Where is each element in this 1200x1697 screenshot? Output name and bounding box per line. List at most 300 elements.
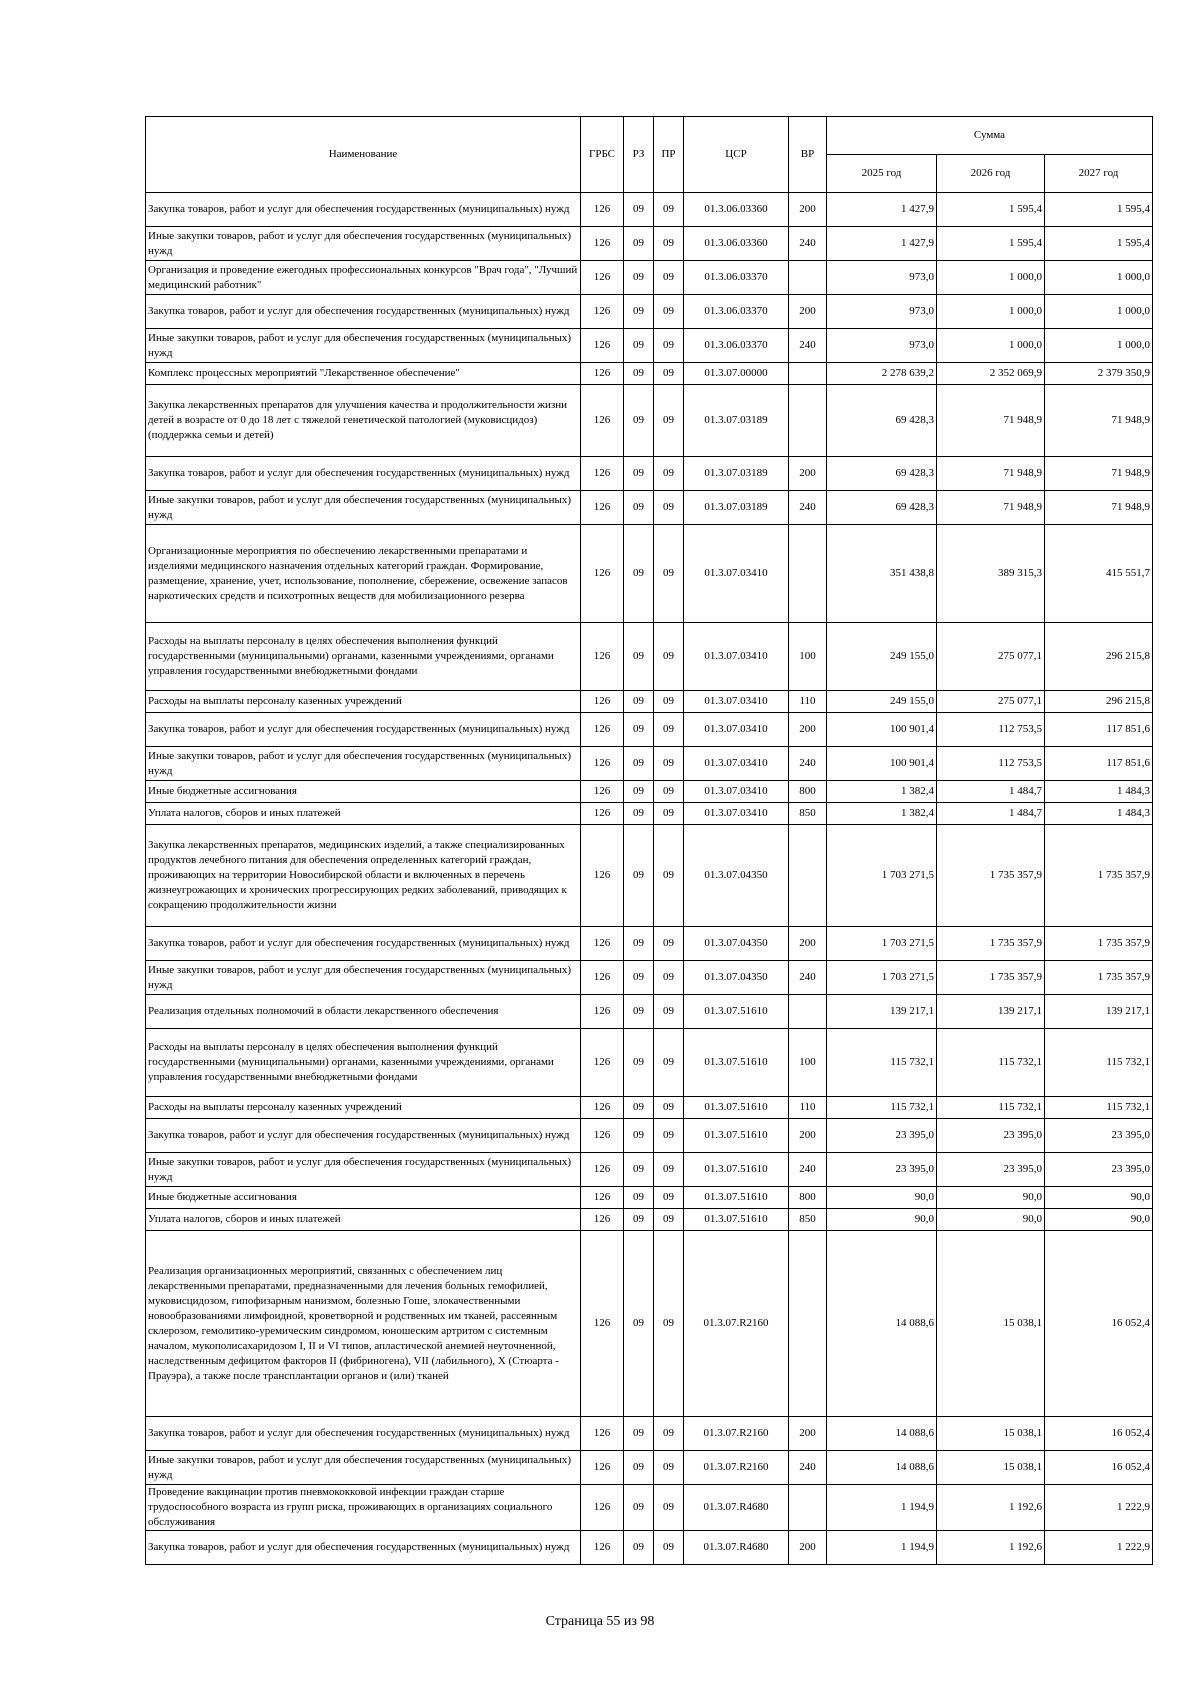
cell-vr: 800 [789, 1187, 827, 1209]
cell-y2025: 1 194,9 [827, 1485, 937, 1531]
cell-grbs: 126 [581, 1029, 624, 1097]
cell-y2026: 1 000,0 [937, 329, 1045, 363]
cell-y2027: 1 000,0 [1045, 295, 1153, 329]
cell-pr: 09 [654, 227, 684, 261]
cell-pr: 09 [654, 1451, 684, 1485]
cell-pr: 09 [654, 1417, 684, 1451]
cell-vr: 100 [789, 1029, 827, 1097]
cell-y2025: 2 278 639,2 [827, 363, 937, 385]
cell-csr: 01.3.07.03410 [684, 525, 789, 623]
cell-y2026: 15 038,1 [937, 1451, 1045, 1485]
cell-y2025: 249 155,0 [827, 623, 937, 691]
table-row [146, 691, 1153, 713]
cell-vr: 240 [789, 1153, 827, 1187]
cell-y2026: 389 315,3 [937, 525, 1045, 623]
cell-pr: 09 [654, 329, 684, 363]
cell-csr: 01.3.06.03360 [684, 227, 789, 261]
cell-y2026: 115 732,1 [937, 1029, 1045, 1097]
cell-grbs: 126 [581, 1209, 624, 1231]
cell-csr: 01.3.07.03410 [684, 691, 789, 713]
cell-rz: 09 [624, 1209, 654, 1231]
cell-y2026: 275 077,1 [937, 623, 1045, 691]
table-row [146, 623, 1153, 691]
cell-vr [789, 261, 827, 295]
header-pr: ПР [654, 117, 684, 193]
header-grbs: ГРБС [581, 117, 624, 193]
cell-y2025: 23 395,0 [827, 1119, 937, 1153]
cell-y2027: 1 222,9 [1045, 1531, 1153, 1565]
cell-csr: 01.3.07.04350 [684, 825, 789, 927]
cell-csr: 01.3.06.03370 [684, 261, 789, 295]
cell-vr: 200 [789, 1119, 827, 1153]
cell-csr: 01.3.07.03189 [684, 491, 789, 525]
header-sum: Сумма [827, 117, 1153, 155]
cell-rz: 09 [624, 1531, 654, 1565]
cell-csr: 01.3.07.03189 [684, 457, 789, 491]
cell-vr [789, 995, 827, 1029]
cell-pr: 09 [654, 525, 684, 623]
cell-y2025: 1 194,9 [827, 1531, 937, 1565]
cell-y2025: 115 732,1 [827, 1029, 937, 1097]
cell-y2025: 249 155,0 [827, 691, 937, 713]
table-row [146, 385, 1153, 457]
cell-y2027: 1 595,4 [1045, 227, 1153, 261]
cell-vr: 200 [789, 1531, 827, 1565]
table-row [146, 1451, 1153, 1485]
cell-name: Реализация организационных мероприятий, связанных с обеспечением лиц лекарственными препаратами, предназначенными для лечения больных гемофилией, муковисцидозом, гипофизарным нанизмом, болезнью Гоше, злокачественными новообразованиями лимфоидной, кроветворной и родственных им тканей, рассеянным склерозом, гемолитико-уремическим синдромом, юношеским артритом с системным началом, мукополисахаридозом I, II и VI типов, апластической анемией неуточненной, наследственным дефицитом факторов II (фибриногена), VII (лабильного), X (Стюарта - Прауэра), а также после трансплантации органов и (или) тканей [146, 1231, 581, 1417]
cell-rz: 09 [624, 825, 654, 927]
cell-grbs: 126 [581, 227, 624, 261]
cell-grbs: 126 [581, 1231, 624, 1417]
cell-y2027: 16 052,4 [1045, 1451, 1153, 1485]
cell-grbs: 126 [581, 1097, 624, 1119]
cell-pr: 09 [654, 927, 684, 961]
cell-pr: 09 [654, 1187, 684, 1209]
cell-vr [789, 385, 827, 457]
cell-y2027: 1 735 357,9 [1045, 825, 1153, 927]
cell-y2026: 23 395,0 [937, 1119, 1045, 1153]
table-row [146, 227, 1153, 261]
cell-y2027: 115 732,1 [1045, 1097, 1153, 1119]
cell-y2025: 973,0 [827, 261, 937, 295]
cell-y2027: 296 215,8 [1045, 691, 1153, 713]
cell-grbs: 126 [581, 961, 624, 995]
cell-vr: 200 [789, 713, 827, 747]
cell-name: Иные закупки товаров, работ и услуг для обеспечения государственных (муниципальных) нужд [146, 329, 581, 363]
cell-grbs: 126 [581, 927, 624, 961]
table-row [146, 525, 1153, 623]
cell-y2026: 1 000,0 [937, 261, 1045, 295]
cell-rz: 09 [624, 961, 654, 995]
cell-grbs: 126 [581, 803, 624, 825]
cell-y2025: 100 901,4 [827, 747, 937, 781]
cell-y2027: 296 215,8 [1045, 623, 1153, 691]
cell-rz: 09 [624, 1119, 654, 1153]
cell-y2027: 90,0 [1045, 1209, 1153, 1231]
table-body [146, 193, 1153, 1565]
cell-grbs: 126 [581, 525, 624, 623]
cell-grbs: 126 [581, 491, 624, 525]
table-row [146, 1153, 1153, 1187]
table-row [146, 1485, 1153, 1531]
cell-rz: 09 [624, 1417, 654, 1451]
cell-y2025: 69 428,3 [827, 385, 937, 457]
cell-y2026: 139 217,1 [937, 995, 1045, 1029]
cell-csr: 01.3.07.04350 [684, 927, 789, 961]
cell-pr: 09 [654, 995, 684, 1029]
cell-grbs: 126 [581, 623, 624, 691]
cell-y2026: 2 352 069,9 [937, 363, 1045, 385]
cell-csr: 01.3.07.03410 [684, 747, 789, 781]
cell-csr: 01.3.07.04350 [684, 961, 789, 995]
cell-vr: 240 [789, 329, 827, 363]
cell-y2027: 16 052,4 [1045, 1417, 1153, 1451]
cell-rz: 09 [624, 261, 654, 295]
table-row [146, 1231, 1153, 1417]
cell-pr: 09 [654, 713, 684, 747]
table-row [146, 961, 1153, 995]
cell-pr: 09 [654, 1119, 684, 1153]
cell-pr: 09 [654, 1531, 684, 1565]
cell-pr: 09 [654, 1231, 684, 1417]
cell-rz: 09 [624, 363, 654, 385]
table-row [146, 193, 1153, 227]
cell-pr: 09 [654, 1485, 684, 1531]
cell-y2027: 1 000,0 [1045, 329, 1153, 363]
cell-vr: 110 [789, 1097, 827, 1119]
cell-csr: 01.3.07.00000 [684, 363, 789, 385]
budget-table [145, 116, 1153, 1565]
cell-y2026: 1 595,4 [937, 227, 1045, 261]
cell-grbs: 126 [581, 363, 624, 385]
cell-rz: 09 [624, 227, 654, 261]
table-row [146, 1029, 1153, 1097]
cell-y2027: 2 379 350,9 [1045, 363, 1153, 385]
cell-y2026: 275 077,1 [937, 691, 1045, 713]
cell-name: Закупка товаров, работ и услуг для обеспечения государственных (муниципальных) нужд [146, 457, 581, 491]
cell-y2027: 1 735 357,9 [1045, 961, 1153, 995]
header-year-2025: 2025 год [827, 155, 937, 193]
cell-rz: 09 [624, 1231, 654, 1417]
cell-y2026: 15 038,1 [937, 1231, 1045, 1417]
cell-csr: 01.3.07.51610 [684, 1097, 789, 1119]
cell-pr: 09 [654, 457, 684, 491]
cell-vr: 240 [789, 227, 827, 261]
cell-pr: 09 [654, 261, 684, 295]
table-row [146, 363, 1153, 385]
cell-pr: 09 [654, 623, 684, 691]
table-row [146, 781, 1153, 803]
cell-rz: 09 [624, 1029, 654, 1097]
cell-y2027: 1 484,3 [1045, 781, 1153, 803]
cell-y2025: 1 427,9 [827, 227, 937, 261]
cell-vr: 240 [789, 1451, 827, 1485]
cell-grbs: 126 [581, 1485, 624, 1531]
cell-name: Закупка товаров, работ и услуг для обеспечения государственных (муниципальных) нужд [146, 193, 581, 227]
cell-rz: 09 [624, 781, 654, 803]
cell-y2026: 1 735 357,9 [937, 961, 1045, 995]
cell-rz: 09 [624, 457, 654, 491]
cell-name: Закупка товаров, работ и услуг для обеспечения государственных (муниципальных) нужд [146, 1531, 581, 1565]
cell-y2025: 1 382,4 [827, 803, 937, 825]
cell-y2026: 1 484,7 [937, 781, 1045, 803]
cell-pr: 09 [654, 385, 684, 457]
cell-vr: 200 [789, 193, 827, 227]
cell-y2026: 71 948,9 [937, 491, 1045, 525]
table-row [146, 1097, 1153, 1119]
cell-csr: 01.3.06.03370 [684, 295, 789, 329]
page-number: Страница 55 из 98 [545, 1614, 655, 1629]
table-row [146, 825, 1153, 927]
cell-y2027: 90,0 [1045, 1187, 1153, 1209]
table-row [146, 329, 1153, 363]
cell-y2027: 1 595,4 [1045, 193, 1153, 227]
cell-y2025: 14 088,6 [827, 1417, 937, 1451]
cell-y2026: 71 948,9 [937, 385, 1045, 457]
table-row [146, 713, 1153, 747]
cell-y2025: 973,0 [827, 295, 937, 329]
cell-rz: 09 [624, 525, 654, 623]
cell-y2027: 1 222,9 [1045, 1485, 1153, 1531]
cell-y2025: 139 217,1 [827, 995, 937, 1029]
cell-vr: 200 [789, 457, 827, 491]
cell-y2027: 23 395,0 [1045, 1119, 1153, 1153]
cell-csr: 01.3.07.51610 [684, 1029, 789, 1097]
table-row [146, 1209, 1153, 1231]
table-row [146, 747, 1153, 781]
cell-grbs: 126 [581, 457, 624, 491]
cell-rz: 09 [624, 193, 654, 227]
cell-vr: 200 [789, 295, 827, 329]
header-year-2027: 2027 год [1045, 155, 1153, 193]
header-row-1 [146, 117, 1153, 155]
cell-csr: 01.3.07.03410 [684, 803, 789, 825]
header-rz: РЗ [624, 117, 654, 193]
cell-vr: 850 [789, 803, 827, 825]
cell-vr: 850 [789, 1209, 827, 1231]
cell-rz: 09 [624, 713, 654, 747]
cell-name: Иные закупки товаров, работ и услуг для обеспечения государственных (муниципальных) нужд [146, 1153, 581, 1187]
cell-y2026: 112 753,5 [937, 713, 1045, 747]
cell-name: Иные бюджетные ассигнования [146, 1187, 581, 1209]
cell-grbs: 126 [581, 1531, 624, 1565]
cell-name: Расходы на выплаты персоналу в целях обеспечения выполнения функций государственными (муниципальными) органами, казенными учреждениями, органами управления государственными внебюджетными фондами [146, 1029, 581, 1097]
cell-name: Реализация отдельных полномочий в области лекарственного обеспечения [146, 995, 581, 1029]
cell-vr: 110 [789, 691, 827, 713]
cell-vr [789, 1485, 827, 1531]
cell-grbs: 126 [581, 1451, 624, 1485]
cell-csr: 01.3.07.51610 [684, 1119, 789, 1153]
cell-grbs: 126 [581, 1417, 624, 1451]
cell-grbs: 126 [581, 295, 624, 329]
cell-vr: 200 [789, 927, 827, 961]
cell-y2026: 112 753,5 [937, 747, 1045, 781]
cell-y2025: 1 427,9 [827, 193, 937, 227]
cell-rz: 09 [624, 1153, 654, 1187]
cell-y2027: 71 948,9 [1045, 491, 1153, 525]
cell-grbs: 126 [581, 1153, 624, 1187]
cell-vr [789, 825, 827, 927]
cell-rz: 09 [624, 1097, 654, 1119]
cell-grbs: 126 [581, 825, 624, 927]
cell-rz: 09 [624, 691, 654, 713]
cell-y2026: 1 735 357,9 [937, 927, 1045, 961]
cell-grbs: 126 [581, 747, 624, 781]
cell-pr: 09 [654, 781, 684, 803]
cell-pr: 09 [654, 1097, 684, 1119]
cell-vr: 240 [789, 491, 827, 525]
cell-rz: 09 [624, 1485, 654, 1531]
table-row [146, 261, 1153, 295]
cell-grbs: 126 [581, 691, 624, 713]
cell-rz: 09 [624, 385, 654, 457]
cell-name: Иные закупки товаров, работ и услуг для обеспечения государственных (муниципальных) нужд [146, 1451, 581, 1485]
header-year-2026: 2026 год [937, 155, 1045, 193]
cell-y2027: 71 948,9 [1045, 457, 1153, 491]
table-row [146, 995, 1153, 1029]
cell-rz: 09 [624, 927, 654, 961]
table-row [146, 491, 1153, 525]
cell-csr: 01.3.07.R2160 [684, 1231, 789, 1417]
cell-csr: 01.3.07.51610 [684, 1209, 789, 1231]
cell-pr: 09 [654, 193, 684, 227]
table-row [146, 1187, 1153, 1209]
cell-y2025: 90,0 [827, 1187, 937, 1209]
cell-pr: 09 [654, 747, 684, 781]
table-row [146, 295, 1153, 329]
cell-csr: 01.3.07.51610 [684, 1153, 789, 1187]
cell-pr: 09 [654, 691, 684, 713]
cell-y2025: 69 428,3 [827, 491, 937, 525]
table-row [146, 803, 1153, 825]
cell-name: Закупка товаров, работ и услуг для обеспечения государственных (муниципальных) нужд [146, 927, 581, 961]
cell-vr: 100 [789, 623, 827, 691]
table-row [146, 1417, 1153, 1451]
cell-y2027: 71 948,9 [1045, 385, 1153, 457]
cell-csr: 01.3.07.R4680 [684, 1485, 789, 1531]
cell-rz: 09 [624, 1187, 654, 1209]
table-row [146, 927, 1153, 961]
cell-grbs: 126 [581, 781, 624, 803]
cell-name: Закупка товаров, работ и услуг для обеспечения государственных (муниципальных) нужд [146, 295, 581, 329]
cell-rz: 09 [624, 1451, 654, 1485]
cell-name: Иные закупки товаров, работ и услуг для обеспечения государственных (муниципальных) нужд [146, 491, 581, 525]
cell-csr: 01.3.06.03370 [684, 329, 789, 363]
cell-y2025: 1 703 271,5 [827, 927, 937, 961]
cell-y2026: 1 000,0 [937, 295, 1045, 329]
cell-name: Закупка товаров, работ и услуг для обеспечения государственных (муниципальных) нужд [146, 1417, 581, 1451]
cell-y2025: 351 438,8 [827, 525, 937, 623]
cell-csr: 01.3.07.03410 [684, 623, 789, 691]
cell-y2026: 23 395,0 [937, 1153, 1045, 1187]
cell-y2025: 100 901,4 [827, 713, 937, 747]
cell-name: Иные закупки товаров, работ и услуг для обеспечения государственных (муниципальных) нужд [146, 747, 581, 781]
cell-vr [789, 525, 827, 623]
cell-rz: 09 [624, 491, 654, 525]
cell-y2026: 1 192,6 [937, 1531, 1045, 1565]
cell-y2026: 115 732,1 [937, 1097, 1045, 1119]
cell-rz: 09 [624, 623, 654, 691]
cell-name: Расходы на выплаты персоналу в целях обеспечения выполнения функций государственными (муниципальными) органами, казенными учреждениями, органами управления государственными внебюджетными фондами [146, 623, 581, 691]
cell-pr: 09 [654, 295, 684, 329]
cell-y2027: 1 735 357,9 [1045, 927, 1153, 961]
cell-pr: 09 [654, 1029, 684, 1097]
cell-name: Закупка товаров, работ и услуг для обеспечения государственных (муниципальных) нужд [146, 713, 581, 747]
cell-y2026: 71 948,9 [937, 457, 1045, 491]
cell-name: Проведение вакцинации против пневмококковой инфекции граждан старше трудоспособного возраста из групп риска, проживающих в организациях социального обслуживания [146, 1485, 581, 1531]
cell-y2027: 23 395,0 [1045, 1153, 1153, 1187]
cell-grbs: 126 [581, 329, 624, 363]
header-name: Наименование [146, 117, 581, 193]
cell-y2027: 117 851,6 [1045, 747, 1153, 781]
cell-csr: 01.3.07.03410 [684, 781, 789, 803]
cell-pr: 09 [654, 825, 684, 927]
cell-grbs: 126 [581, 261, 624, 295]
cell-csr: 01.3.07.R4680 [684, 1531, 789, 1565]
cell-name: Иные закупки товаров, работ и услуг для обеспечения государственных (муниципальных) нужд [146, 227, 581, 261]
cell-y2025: 23 395,0 [827, 1153, 937, 1187]
cell-pr: 09 [654, 961, 684, 995]
cell-y2027: 115 732,1 [1045, 1029, 1153, 1097]
cell-pr: 09 [654, 803, 684, 825]
cell-grbs: 126 [581, 1187, 624, 1209]
cell-pr: 09 [654, 363, 684, 385]
cell-y2025: 115 732,1 [827, 1097, 937, 1119]
cell-y2027: 117 851,6 [1045, 713, 1153, 747]
cell-name: Организация и проведение ежегодных профессиональных конкурсов "Врач года", "Лучший медицинский работник" [146, 261, 581, 295]
cell-csr: 01.3.07.51610 [684, 1187, 789, 1209]
cell-vr [789, 363, 827, 385]
table-row [146, 457, 1153, 491]
cell-y2025: 14 088,6 [827, 1451, 937, 1485]
cell-y2026: 15 038,1 [937, 1417, 1045, 1451]
cell-name: Уплата налогов, сборов и иных платежей [146, 1209, 581, 1231]
cell-csr: 01.3.07.03189 [684, 385, 789, 457]
cell-pr: 09 [654, 1153, 684, 1187]
header-csr: ЦСР [684, 117, 789, 193]
cell-grbs: 126 [581, 385, 624, 457]
cell-name: Закупка товаров, работ и услуг для обеспечения государственных (муниципальных) нужд [146, 1119, 581, 1153]
cell-csr: 01.3.07.R2160 [684, 1451, 789, 1485]
cell-y2025: 69 428,3 [827, 457, 937, 491]
cell-grbs: 126 [581, 193, 624, 227]
cell-grbs: 126 [581, 1119, 624, 1153]
cell-vr [789, 1231, 827, 1417]
cell-name: Комплекс процессных мероприятий "Лекарственное обеспечение" [146, 363, 581, 385]
cell-pr: 09 [654, 491, 684, 525]
cell-vr: 240 [789, 747, 827, 781]
cell-y2025: 973,0 [827, 329, 937, 363]
cell-vr: 240 [789, 961, 827, 995]
cell-vr: 800 [789, 781, 827, 803]
table-row [146, 1119, 1153, 1153]
cell-rz: 09 [624, 295, 654, 329]
cell-rz: 09 [624, 747, 654, 781]
cell-y2027: 415 551,7 [1045, 525, 1153, 623]
header-vr: ВР [789, 117, 827, 193]
cell-grbs: 126 [581, 995, 624, 1029]
cell-rz: 09 [624, 803, 654, 825]
cell-y2025: 1 703 271,5 [827, 961, 937, 995]
cell-y2027: 16 052,4 [1045, 1231, 1153, 1417]
cell-name: Расходы на выплаты персоналу казенных учреждений [146, 1097, 581, 1119]
cell-y2025: 14 088,6 [827, 1231, 937, 1417]
cell-rz: 09 [624, 995, 654, 1029]
cell-y2027: 1 484,3 [1045, 803, 1153, 825]
cell-y2025: 1 382,4 [827, 781, 937, 803]
cell-y2025: 1 703 271,5 [827, 825, 937, 927]
cell-y2026: 90,0 [937, 1187, 1045, 1209]
